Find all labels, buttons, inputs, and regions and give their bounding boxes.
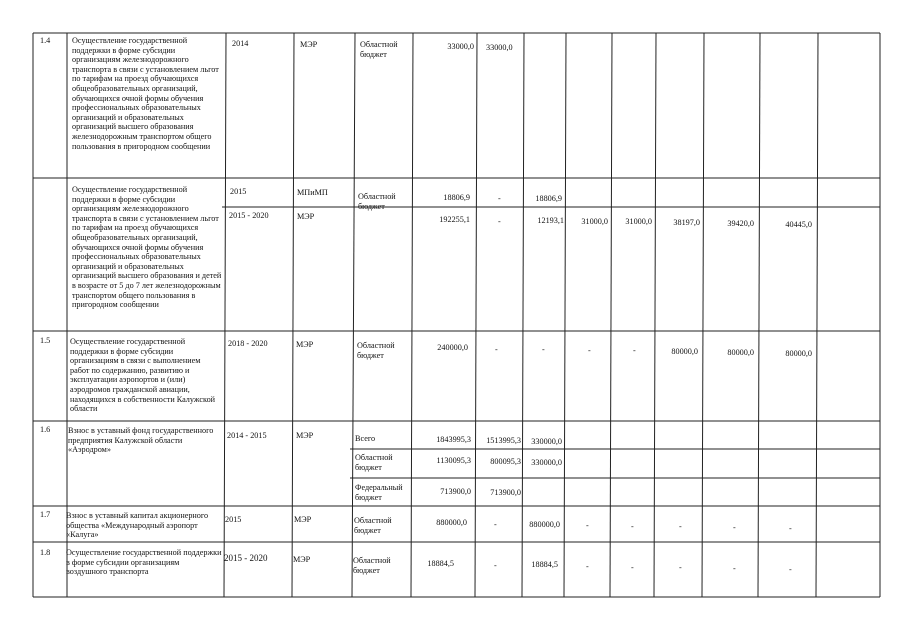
row-value-2020: -: [789, 524, 792, 533]
row-executor: МЭР: [296, 431, 314, 440]
row-period: 2014 - 2015: [227, 431, 267, 440]
row-value-2018: 80000,0: [671, 347, 698, 356]
row-value-2016: -: [586, 521, 589, 530]
subrow-value-2014: 800095,3: [490, 457, 521, 466]
subrow-total: 1843995,3: [436, 435, 471, 444]
subrow-value-2015: 330000,0: [531, 437, 562, 446]
row-total: 192255,1: [439, 215, 470, 224]
row-period: 2015: [225, 515, 242, 524]
row-number: 1.4: [40, 36, 51, 45]
row-source: Областной бюджет: [358, 192, 396, 211]
row-value-2017: 31000,0: [625, 217, 652, 226]
row-value-2015: 18806,9: [535, 194, 562, 203]
row-value-2018: -: [679, 522, 682, 531]
row-description: Взнос в уставный капитал акционерного общества «Международный аэропорт «Калуга»: [66, 511, 209, 540]
row-value-2017: -: [631, 563, 634, 572]
row-description: Взнос в уставный фонд государственного предприятия Калужской области «Аэродром»: [68, 426, 214, 455]
row-executor: МЭР: [293, 555, 311, 564]
row-number: 1.5: [40, 336, 51, 345]
row-executor: МЭР: [294, 515, 312, 524]
row-value-2014: -: [498, 217, 501, 226]
row-value-2017: -: [633, 346, 636, 355]
row-value-2015: 880000,0: [529, 520, 560, 529]
row-total: 240000,0: [437, 343, 468, 352]
row-number: 1.7: [40, 510, 51, 519]
row-description: Осуществление государственной поддержки в форме субсидии организациям железнодорожного транспорта в связи с установлением льгот по тарифам на проезд обучающихся общеобразовательных организаций, обучающихся очной формы обучения профессиональных образовательных организаций и образовательных организаций высшего образования железнодорожным транспортом общего пользования в пригородном сообщении: [72, 36, 219, 151]
row-executor: МЭР: [297, 212, 315, 221]
subrow-source: Федеральный бюджет: [355, 483, 403, 502]
row-description: Осуществление государственной поддержки в форме субсидии организациям в связи с выполнением работ по содержанию, развитию и эксплуатации аэропортов и (или) аэродромов гражданской авиации, находящихся в собственности Калужской области: [70, 337, 216, 414]
row-value-2019: 39420,0: [727, 219, 754, 228]
row-value-2020: -: [789, 565, 792, 574]
row-value-2020: 40445,0: [785, 220, 812, 229]
row-executor: МЭР: [296, 340, 314, 349]
row-value-2018: -: [679, 563, 682, 572]
subrow-value-2014: 1513995,3: [486, 436, 521, 445]
row-value-2014: -: [498, 194, 501, 203]
row-description: Осуществление государственной поддержки в форме субсидии организациям воздушного транспорта: [66, 548, 222, 577]
row-period: 2018 - 2020: [228, 339, 268, 348]
row-source: Областной бюджет: [357, 341, 395, 360]
row-value-2019: 80000,0: [727, 348, 754, 357]
row-number: 1.8: [40, 548, 51, 557]
row-executor: МЭР: [300, 40, 318, 49]
subrow-source: Областной бюджет: [355, 453, 393, 472]
row-executor: МПиМП: [297, 188, 328, 197]
row-total: 33000,0: [447, 42, 474, 51]
row-value-2019: -: [733, 564, 736, 573]
row-period: 2014: [232, 39, 249, 48]
row-total: 18806,9: [443, 193, 470, 202]
row-value-2015: 18884,5: [531, 560, 558, 569]
row-value-2014: -: [494, 520, 497, 529]
row-number: 1.6: [40, 425, 51, 434]
row-value-2015: -: [542, 345, 545, 354]
subrow-total: 713900,0: [440, 487, 471, 496]
row-source: Областной бюджет: [354, 516, 392, 535]
row-source: Областной бюджет: [360, 40, 398, 59]
row-value-2014: 33000,0: [486, 43, 513, 52]
row-total: 880000,0: [436, 518, 467, 527]
row-value-2020: 80000,0: [785, 349, 812, 358]
row-value-2015: 12193,1: [537, 216, 564, 225]
row-source: Областной бюджет: [353, 556, 391, 575]
row-value-2019: -: [733, 523, 736, 532]
row-value-2018: 38197,0: [673, 218, 700, 227]
row-value-2016: -: [588, 346, 591, 355]
row-value-2016: -: [586, 562, 589, 571]
subrow-total: 1130095,3: [436, 456, 471, 465]
row-value-2014: -: [495, 345, 498, 354]
row-period: 2015 - 2020: [229, 211, 269, 220]
row-period: 2015 - 2020: [224, 553, 268, 563]
row-value-2014: -: [494, 561, 497, 570]
row-period: 2015: [230, 187, 247, 196]
row-description: Осуществление государственной поддержки в форме субсидии организациям железнодорожного транспорта в связи с установлением льгот по тарифам на проезд обучающихся общеобразовательных организаций, обучающихся очной формы обучения профессиональных образовательных организаций и образовательных организаций высшего образования и детей в возрасте от 5 до 7 лет железнодорожным транспортом общего пользования в пригородном сообщении: [72, 185, 222, 310]
subrow-source: Всего: [355, 434, 376, 443]
row-value-2016: 31000,0: [581, 217, 608, 226]
subrow-value-2015: 330000,0: [531, 458, 562, 467]
row-value-2017: -: [631, 522, 634, 531]
row-total: 18884,5: [427, 559, 454, 568]
subrow-value-2014: 713900,0: [490, 488, 521, 497]
